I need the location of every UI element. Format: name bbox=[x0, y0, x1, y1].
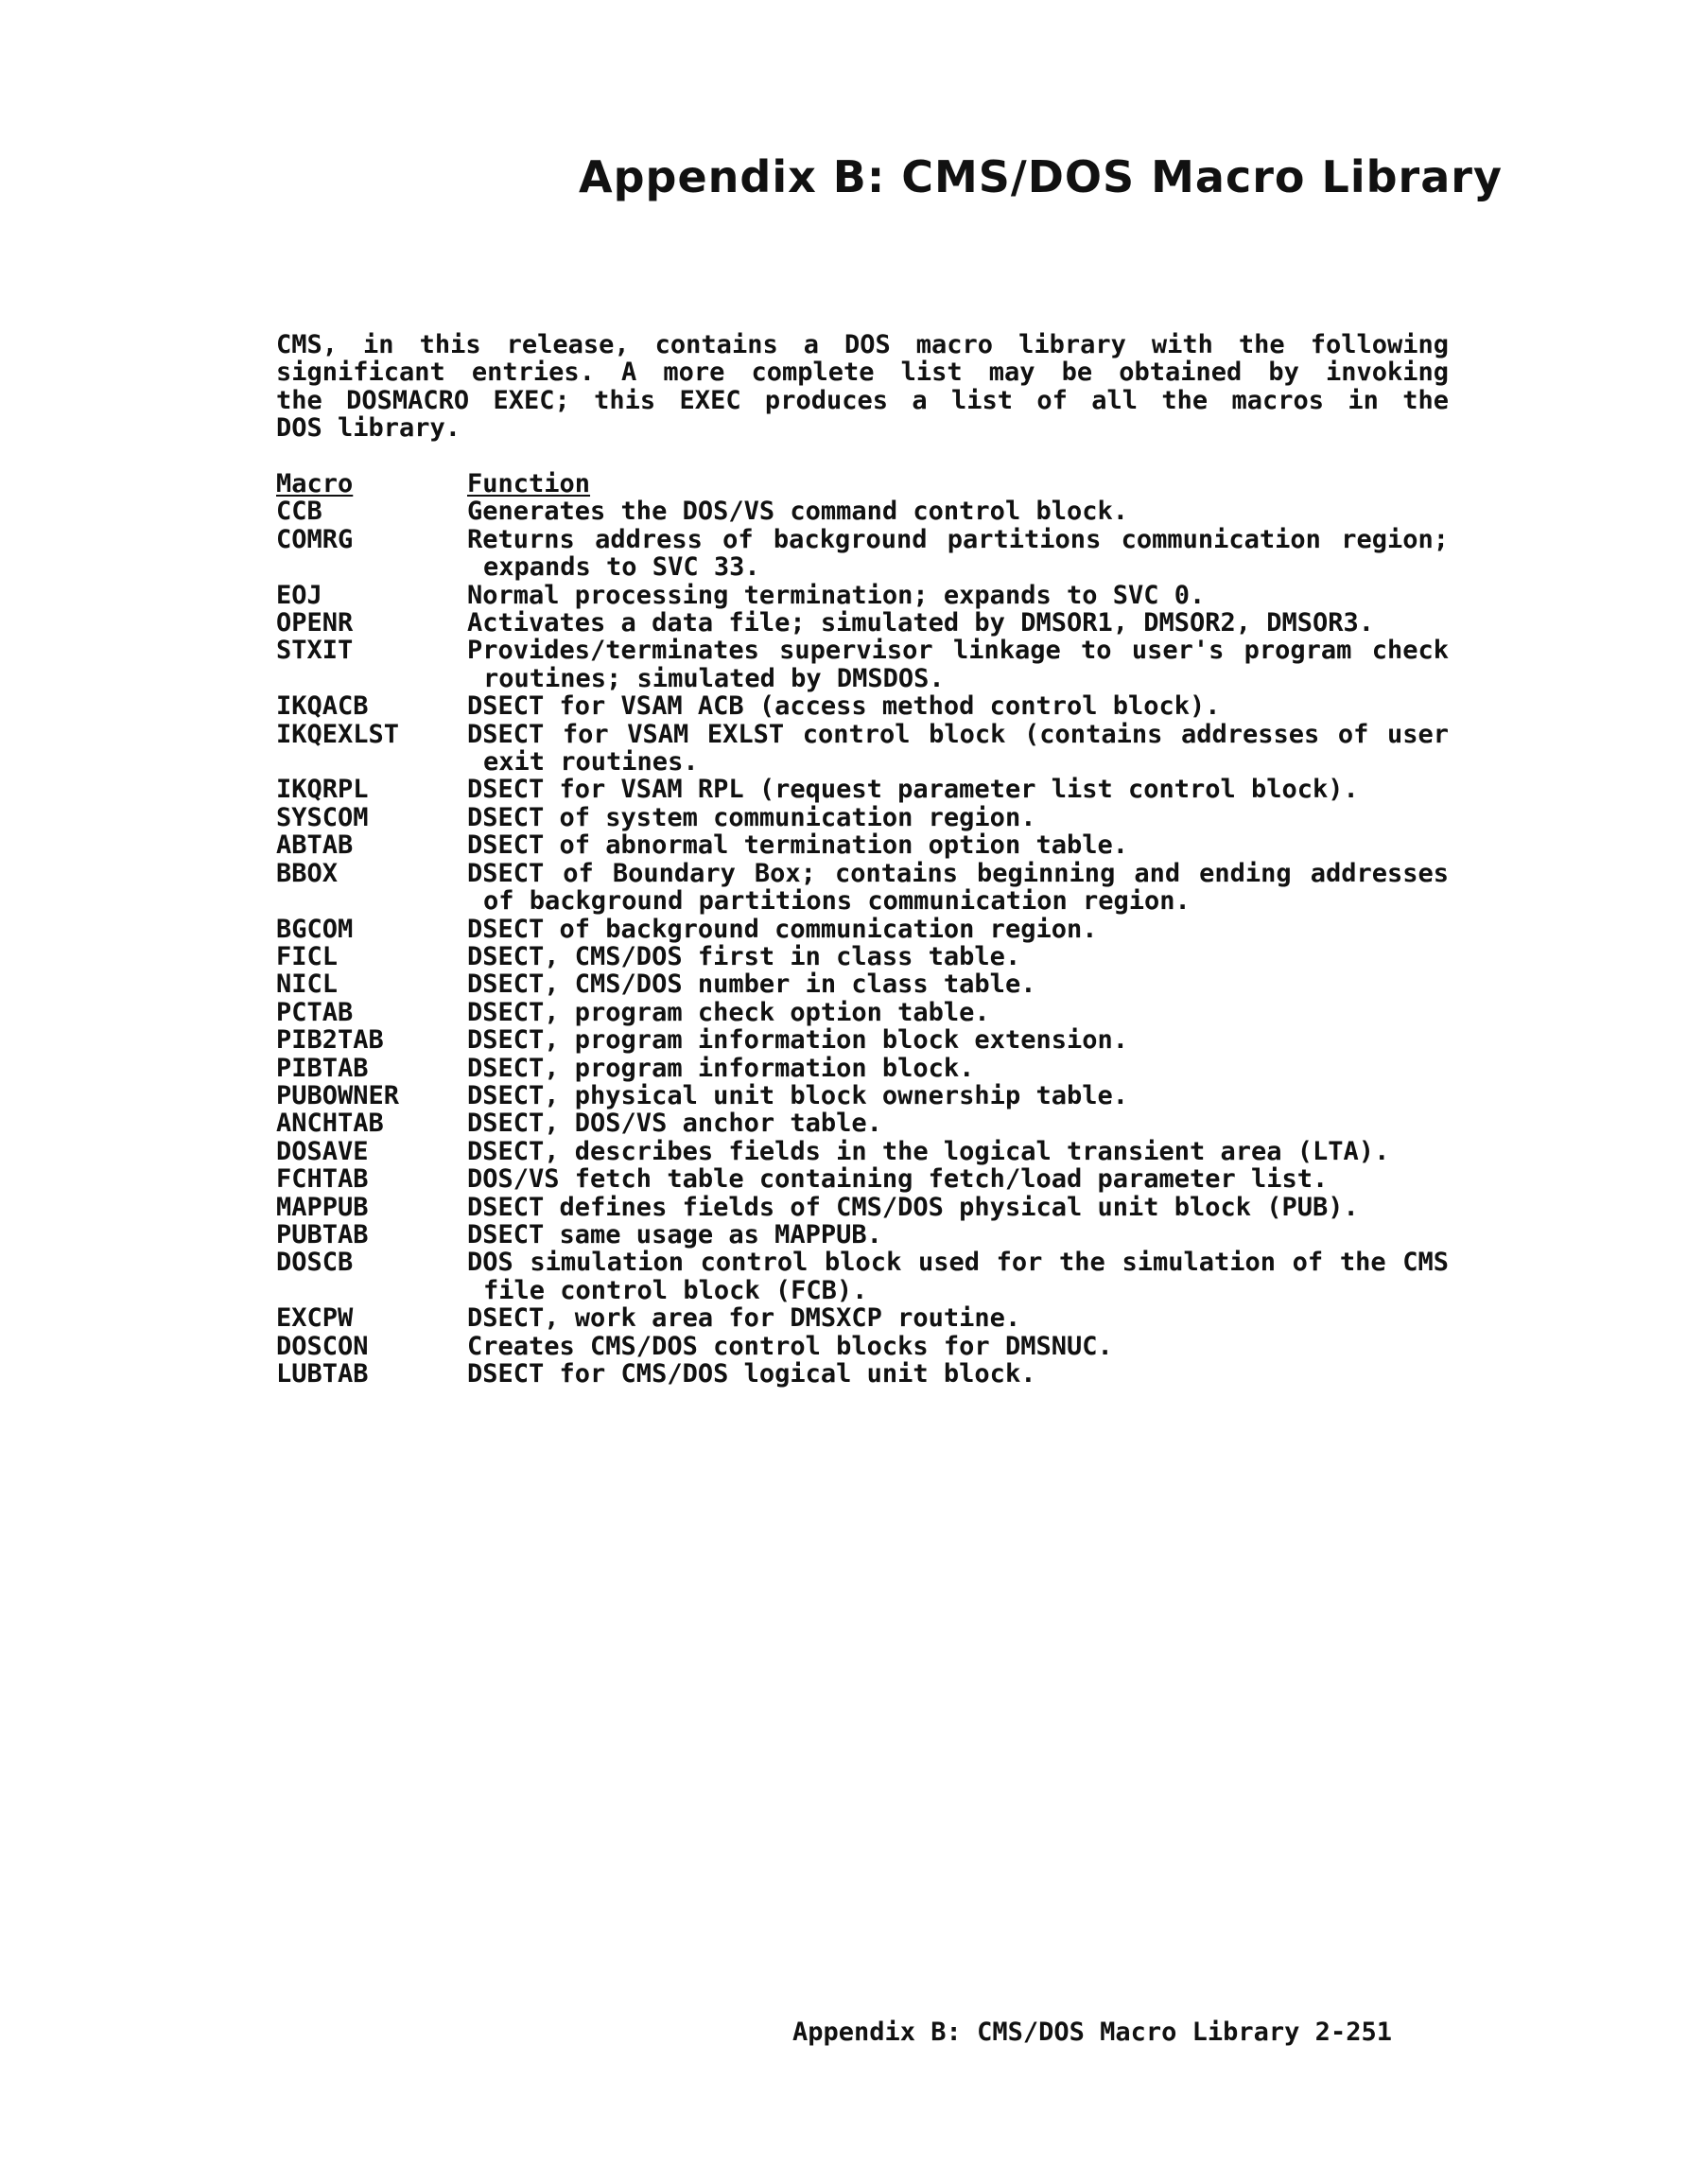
macro-function: Provides/terminates supervisor linkage to user's program check routines; simulated by DMSDOS. bbox=[467, 636, 1449, 693]
macro-name: BGCOM bbox=[276, 914, 354, 944]
macro-name: EOJ bbox=[276, 580, 322, 610]
page-title: Appendix B: CMS/DOS Macro Library bbox=[579, 151, 1503, 202]
table-row bbox=[276, 637, 1449, 692]
table-row bbox=[276, 1304, 1449, 1332]
table-row bbox=[276, 999, 1449, 1026]
macro-function: DSECT, CMS/DOS first in class table. bbox=[467, 941, 1021, 971]
macro-name: EXCPW bbox=[276, 1303, 354, 1334]
macro-name: SYSCOM bbox=[276, 802, 369, 832]
table-row bbox=[276, 526, 1449, 582]
table-row bbox=[276, 582, 1449, 609]
table-row bbox=[276, 1026, 1449, 1054]
table-row bbox=[276, 1165, 1449, 1193]
macro-name: OPENR bbox=[276, 608, 354, 638]
macro-name: PIB2TAB bbox=[276, 1025, 384, 1056]
macro-function: DSECT, program information block extension. bbox=[467, 1025, 1128, 1056]
table-row bbox=[276, 860, 1449, 916]
intro-line: CMS, in this release, contains a DOS macro library with the following bbox=[276, 330, 1449, 359]
macro-name: FICL bbox=[276, 941, 339, 971]
macro-name: PCTAB bbox=[276, 997, 354, 1027]
macro-function: DOS simulation control block used for the simulation of the CMS file control block (FCB). bbox=[467, 1248, 1449, 1305]
macro-function: DOS/VS fetch table containing fetch/load parameter list. bbox=[467, 1164, 1329, 1195]
table-row bbox=[276, 1082, 1449, 1109]
macro-name: PUBOWNER bbox=[276, 1080, 400, 1110]
macro-name: DOSCON bbox=[276, 1331, 369, 1361]
macro-function: Activates a data file; simulated by DMSOR1, DMSOR2, DMSOR3. bbox=[467, 608, 1375, 638]
macro-function: Generates the DOS/VS command control block. bbox=[467, 497, 1128, 527]
table-row bbox=[276, 804, 1449, 831]
macro-name: IKQEXLST bbox=[276, 719, 400, 749]
macro-name: BBOX bbox=[276, 858, 339, 888]
table-row bbox=[276, 970, 1449, 998]
table-row bbox=[276, 498, 1449, 525]
function-column-header: Function bbox=[467, 469, 591, 498]
table-row bbox=[276, 1249, 1449, 1304]
table-row bbox=[276, 916, 1449, 943]
table-row bbox=[276, 692, 1449, 720]
macro-function: Normal processing termination; expands to SVC 0. bbox=[467, 580, 1206, 610]
macro-name: PIBTAB bbox=[276, 1053, 369, 1083]
intro-line: the DOSMACRO EXEC; this EXEC produces a list of all the macros in the bbox=[276, 385, 1449, 415]
macro-function: DSECT of abnormal termination option table. bbox=[467, 830, 1128, 861]
macro-function: DSECT for VSAM RPL (request parameter list control block). bbox=[467, 775, 1359, 805]
macro-table bbox=[276, 470, 1449, 1388]
macro-function: DSECT for VSAM ACB (access method control block). bbox=[467, 691, 1221, 722]
table-row bbox=[276, 1055, 1449, 1082]
table-row bbox=[276, 1333, 1449, 1360]
macro-name: STXIT bbox=[276, 636, 354, 666]
macro-name: IKQRPL bbox=[276, 775, 369, 805]
table-row bbox=[276, 831, 1449, 859]
table-row bbox=[276, 1138, 1449, 1165]
table-row bbox=[276, 1194, 1449, 1221]
table-row bbox=[276, 776, 1449, 803]
macro-function: DSECT same usage as MAPPUB. bbox=[467, 1219, 882, 1249]
macro-function: Creates CMS/DOS control blocks for DMSNUC. bbox=[467, 1331, 1113, 1361]
macro-name: COMRG bbox=[276, 524, 354, 554]
table-row bbox=[276, 1221, 1449, 1249]
macro-function: Returns address of background partitions communication region; expands to SVC 33. bbox=[467, 524, 1449, 583]
macro-function: DSECT of Boundary Box; contains beginning and ending addresses of background partitions communication region. bbox=[467, 858, 1449, 917]
macro-function: DSECT, describes fields in the logical transient area (LTA). bbox=[467, 1136, 1390, 1166]
macro-name: FCHTAB bbox=[276, 1164, 369, 1195]
macro-name: PUBTAB bbox=[276, 1219, 369, 1249]
intro-line: DOS library. bbox=[276, 413, 461, 444]
macro-name: DOSAVE bbox=[276, 1136, 369, 1166]
macro-function: DSECT for VSAM EXLST control block (contains addresses of user exit routines. bbox=[467, 719, 1449, 778]
macro-function: DSECT, DOS/VS anchor table. bbox=[467, 1109, 882, 1139]
macro-name: DOSCB bbox=[276, 1248, 354, 1278]
macro-name: CCB bbox=[276, 497, 322, 527]
table-row bbox=[276, 1360, 1449, 1388]
table-row bbox=[276, 609, 1449, 637]
table-header-row bbox=[276, 470, 1449, 498]
macro-function: DSECT, work area for DMSXCP routine. bbox=[467, 1303, 1021, 1334]
macro-function: DSECT defines fields of CMS/DOS physical unit block (PUB). bbox=[467, 1192, 1359, 1222]
macro-name: ANCHTAB bbox=[276, 1109, 384, 1139]
macro-name: IKQACB bbox=[276, 691, 369, 722]
macro-name: ABTAB bbox=[276, 830, 354, 861]
macro-name: LUBTAB bbox=[276, 1359, 369, 1389]
intro-paragraph bbox=[276, 331, 1449, 443]
table-row bbox=[276, 721, 1449, 777]
macro-function: DSECT, CMS/DOS number in class table. bbox=[467, 970, 1036, 1000]
macro-name: NICL bbox=[276, 970, 339, 1000]
macro-name: MAPPUB bbox=[276, 1192, 369, 1222]
macro-function: DSECT for CMS/DOS logical unit block. bbox=[467, 1359, 1036, 1389]
macro-function: DSECT of background communication region. bbox=[467, 914, 1098, 944]
macro-function: DSECT of system communication region. bbox=[467, 802, 1036, 832]
macro-function: DSECT, physical unit block ownership table. bbox=[467, 1080, 1128, 1110]
table-row bbox=[276, 1109, 1449, 1137]
page-footer: Appendix B: CMS/DOS Macro Library 2-251 bbox=[792, 2018, 1392, 2047]
macro-function: DSECT, program check option table. bbox=[467, 997, 990, 1027]
macro-column-header: Macro bbox=[276, 469, 354, 498]
table-row bbox=[276, 943, 1449, 970]
intro-line: significant entries. A more complete list may be obtained by invoking bbox=[276, 358, 1449, 388]
macro-function: DSECT, program information block. bbox=[467, 1053, 975, 1083]
